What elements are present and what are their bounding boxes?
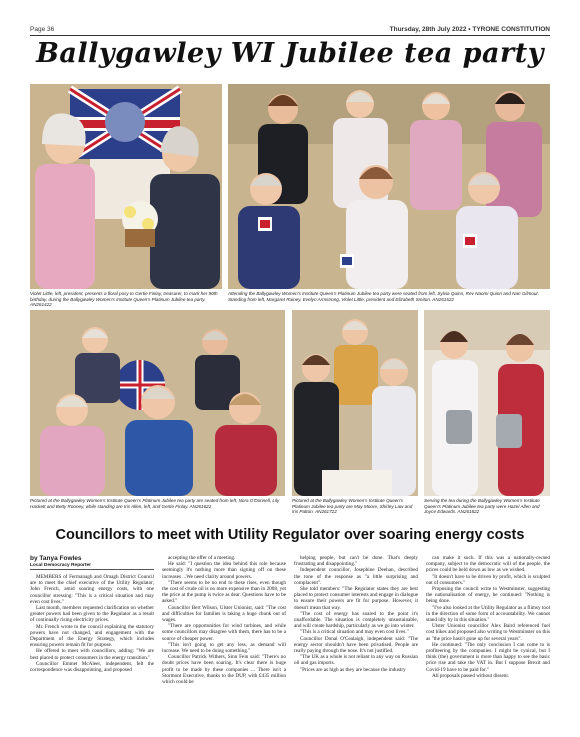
- byline: by Tanya Fowles: [30, 555, 82, 562]
- paragraph: "It doesn't have to be driven by profit, which is sculpted out of consumers.": [426, 573, 550, 586]
- paragraph: He continued: "The only conclusion I can come to is profiteering by the companies. I might be cynical, but I think (the) government is more than happy to see the basic price rise and take the VAT in. But I suppose Brexit and Covid-19 have to be paid for.": [426, 641, 550, 673]
- article-column-4: [426, 555, 550, 679]
- caption-photo-2: Attending the Ballygawley Women's Institute Queen's Platinum Jubilee tea party were seated from left, Sylvia Quinn, Rev Naomi Quinn and Nan Gilmour. Standing from left, Margaret Rainey, Evelyn Armstrong, Violet Little, president and Elizabeth Smiton. AN261522: [228, 291, 540, 302]
- paragraph: Proposing the council write to Westminster, suggesting the nationalisation of energy, he continued: "Nothing is being done.: [426, 586, 550, 605]
- paragraph: "The UK as a whole is not reliant in any way on Russian oil and gas imports.: [294, 654, 418, 667]
- photo-floral-posy: [30, 84, 222, 289]
- paragraph: "There are opportunities for wind turbines, and while some councillors may disagree with them, there has to be a source of cheaper power.: [162, 623, 286, 642]
- paragraph: Last month, members requested clarification on whether greater powers had been given to the Regulator as a result of continually rising electricity prices.: [30, 605, 154, 624]
- paragraph: He said: "I question the idea behind this role because seemingly it's nothing more than signing off on these increases ...We need clarity around powers.: [162, 561, 286, 580]
- paragraph: "This isn't going to get any less, as demand will increase. We need to be doing something.": [162, 641, 286, 655]
- paragraph: MEMBERS of Fermanagh and Omagh District Council are to meet the chief executive of the Utility Regulator, John French, amid soaring energy costs, with one councillor stressing: "This is a critical situation and may even cost lives.": [30, 574, 154, 605]
- article-headline: Councillors to meet with Utility Regulator over soaring energy costs: [55, 527, 525, 543]
- caption-photo-3: Pictured at the Ballygawley Women's Institute Queen's Platinum Jubilee tea party are seated from left, Nora O'Donnell, Lily Hackett and Betty Rooney, while standing are Iris Allen, left, and Gertie Finlay. AN261622: [30, 498, 280, 509]
- article-column-2: [162, 555, 286, 685]
- photo-seated-group: [30, 310, 285, 496]
- paragraph: Councillor Emmet McAleer, independent, felt the correspondence was disappointing, and proposed: [30, 660, 154, 674]
- article-column-3: [294, 555, 418, 673]
- paragraph: "The cost of energy has soared to the point it's unaffordable. The situation is completely unsustainable, and will create hardship, particularly as we go into winter.: [294, 610, 418, 630]
- paragraph: Ulster Unionist councillor Alex Baird referenced fuel cost hikes and proposed also writing to Westminster on this as "the price hasn't gone up for several years".: [426, 623, 550, 642]
- paragraph: He offered to meet with councillors, adding: "We are best placed to protect consumers in the energy transition.": [30, 648, 154, 661]
- caption-photo-1: Violet Little, left, president, presents a floral posy to Gertie Finlay, treasurer, to mark her 90th birthday, during the Ballygawley Women's Institute Queen's Platinum Jubilee tea party. AN261422: [30, 291, 218, 308]
- paragraph: All proposals passed without dissent.: [432, 672, 510, 679]
- paragraph: Mr. French wrote to the council explaining the statutory powers have not changed, and engagement with the Department of the Energy Strategy, which includes ensuring powers remain fit for purpose.: [30, 623, 154, 649]
- photo-serving-tea: [424, 310, 550, 496]
- paragraph: Councillor Donal O'Cealaigh, independent said: "The energy sector shouldn't have been privatised. People are really paying through the nose. It's not justified.: [294, 635, 418, 655]
- article-column-1: [30, 574, 154, 673]
- feature-title: Ballygawley WI Jubilee tea party: [36, 38, 544, 69]
- paragraph: "This is a critical situation and may even cost lives.": [300, 629, 409, 636]
- paragraph: Independent councillor, Josephine Deehan, described the tone of the response as "a little surprising and complacent".: [294, 567, 418, 586]
- date-line: Thursday, 28th July 2022 • TYRONE CONSTITUTION: [389, 26, 550, 33]
- paragraph: helping people, but can't be done. That's deeply frustrating and disappointing.": [294, 555, 418, 568]
- photo-group-seated-standing: [228, 84, 550, 289]
- photo-three-women: [292, 310, 418, 496]
- caption-photo-4: Pictured at the Ballygawley Women's Institute Queen's Platinum Jubilee tea party are May Moore, Shirley Law and Iris Patton. AN261722: [292, 498, 413, 515]
- paragraph: Councillor Bert Wilson, Ulster Unionist, said: "The cost and difficulties for families is taking a huge chunk out of wages.: [162, 604, 286, 624]
- paragraph: "Prices are as high as they are because the industry: [300, 666, 406, 673]
- paragraph: "I've also looked at the Utility Regulator as a flimsy tool in the direction of some form of accountability. We cannot stand idly by in this situation.": [426, 604, 550, 624]
- paragraph: "There seems to be no end to these rises, even though the cost of crude oil is no more expensive than in 2008, yet the price at the pump is twice as dear. Questions have to be asked.": [162, 579, 286, 605]
- header-rule: [30, 35, 550, 36]
- paragraph: accepting the offer of a meeting.: [168, 555, 236, 561]
- page-number: Page 36: [30, 26, 55, 33]
- paragraph: She told members: "The Regulator states they are best placed to protect consumer interests and engage in dialogue to ensure their powers are fit for purpose. However, it doesn't mean that way.: [294, 586, 418, 611]
- byline-role: Local Democracy Reporter: [30, 563, 154, 570]
- caption-photo-5: Serving the tea during the Ballygawley Women's Institute Queen's Platinum Jubilee tea party were Hazel Allen and Joyce Edwards. AN261822: [424, 498, 540, 515]
- paragraph: can make it such. If this was a nationally-owned company, subject to the democratic will of the people, the prices could be held down as low as we wished.: [426, 555, 550, 574]
- paragraph: Councillor Patrick Withers, Sinn Fein said: "There's no doubt prices have been soaring. It's clear there is huge profit to be made by these companies ... There isn't a Stormont Executive, thanks to the DUP, with £435 million which could be: [162, 654, 286, 686]
